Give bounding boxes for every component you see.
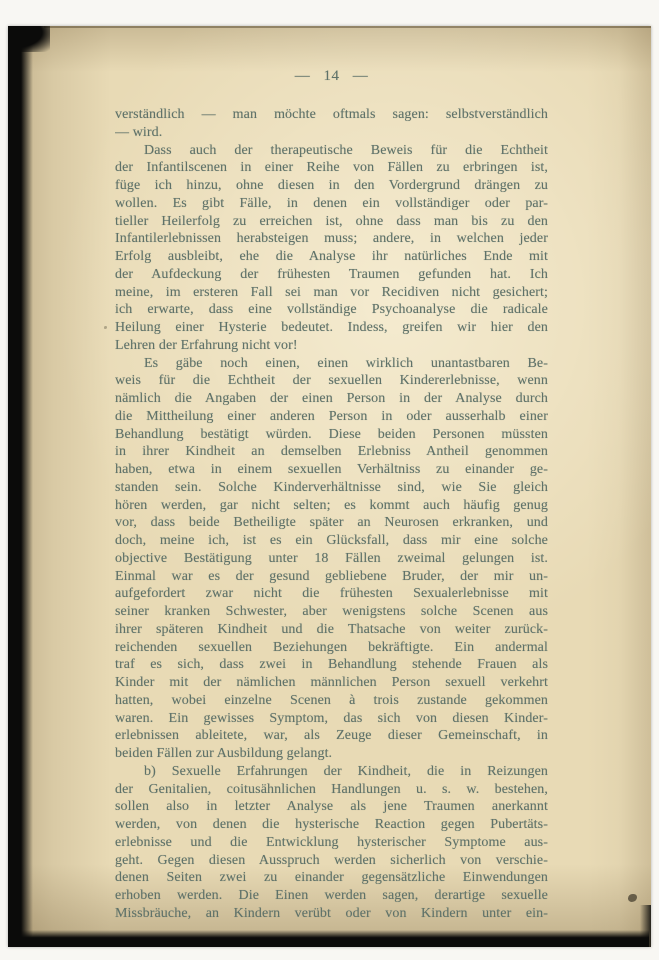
text-line: verständlich — man möchte oftmals sagen: selbstverständlich	[115, 107, 548, 122]
text-line: seiner kranken Schwester, aber wenigstens solche Scenen aus	[115, 604, 548, 619]
text-line: wollen. Es gibt Fälle, in denen ein vollständiger oder par-	[115, 195, 548, 211]
text-line: füge ich hinzu, ohne diesen in den Vordergrund drängen zu	[115, 178, 548, 193]
text-line: erlebnisse und die Entwicklung hysterischer Symptome aus-	[115, 834, 548, 850]
paragraph	[115, 355, 548, 763]
text-line: in ihrer Kindheit an demselben Erlebniss Antheil genommen	[115, 444, 548, 460]
paragraph	[115, 142, 548, 355]
scan-corner-top-left	[8, 26, 50, 52]
scan-edge-bottom	[8, 930, 649, 947]
book-page	[8, 26, 651, 947]
paragraph	[115, 106, 548, 142]
text-line: Lehren der Erfahrung nicht vor!	[115, 337, 298, 353]
text-line: erlebnissen ableitete, war, als Zeuge dieser Gemeinschaft, in	[115, 728, 548, 744]
text-line: der Genitalien, coitusähnlichen Handlungen u. s. w. bestehen,	[115, 781, 548, 797]
scan-corner-bottom-right	[638, 905, 651, 947]
text-line: Behandlung bestätigt würden. Diese beiden Personen müssten	[115, 426, 548, 442]
text-line: der Aufdeckung der frühesten Traumen gefunden hat. Ich	[115, 266, 548, 282]
text-line: denen Seiten zwei zu einander gegensätzliche Einwendungen	[115, 870, 548, 886]
text-line: objective Bestätigung unter 18 Fällen zweimal gelungen ist.	[115, 550, 548, 566]
text-line: tieller Heilerfolg zu erreichen ist, ohne dass man bis zu den	[115, 213, 548, 229]
text-line: traf es sich, dass zwei in Behandlung stehende Frauen als	[115, 657, 548, 673]
text-line: aufgefordert zwar nicht die frühesten Sexualerlebnisse mit	[115, 586, 548, 602]
text-line: ich erwarte, dass eine vollständige Psychoanalyse die radicale	[115, 302, 548, 318]
paper-speck	[628, 894, 637, 902]
text-line: nämlich die Angaben der einen Person in der Analyse durch	[115, 391, 548, 406]
text-line: Infantilerlebnissen herabsteigen muss; andere, in welchen jeder	[115, 231, 548, 247]
text-line: erhoben werden. Die Einen werden sagen, derartige sexuelle	[115, 888, 548, 903]
text-line: haben, etwa in einem sexuellen Verhältniss zu einander ge-	[115, 462, 548, 477]
text-block	[115, 106, 548, 923]
text-line: hören werden, gar nicht selten; es kommt auch häufig genug	[115, 497, 548, 513]
text-line: meine, im ersteren Fall sei man vor Recidiven nicht gesichert;	[115, 284, 548, 300]
text-line: werden, von denen die hysterische Reaction gegen Pubertäts-	[115, 817, 548, 832]
text-line: Erfolg ausbleibt, ehe die Analyse ihr natürliches Ende mit	[115, 249, 548, 264]
text-line: b) Sexuelle Erfahrungen der Kindheit, die in Reizungen	[144, 763, 548, 779]
text-line: geht. Gegen diesen Ausspruch werden sicherlich von verschie-	[115, 852, 548, 868]
text-line: Heilung einer Hysterie bedeutet. Indess, greifen wir hier den	[115, 320, 548, 335]
text-line: Einmal war es der gesund gebliebene Bruder, der mir un-	[115, 568, 548, 584]
paper-speck	[104, 326, 107, 329]
text-line: Es gäbe noch einen, einen wirklich unantastbaren Be-	[144, 355, 548, 371]
text-line: weis für die Echtheit der sexuellen Kindererlebnisse, wenn	[115, 373, 548, 389]
scan-edge-left	[8, 26, 33, 939]
text-line: Missbräuche, an Kindern verübt oder von Kindern unter ein-	[115, 905, 548, 921]
text-line: der Infantilscenen in einer Reihe von Fällen zu erbringen ist,	[115, 160, 548, 176]
text-line: waren. Ein gewisses Symptom, das sich von diesen Kinder-	[115, 710, 548, 726]
text-line: Dass auch der therapeutische Beweis für die Echtheit	[144, 142, 548, 158]
text-line: — wird.	[115, 124, 163, 140]
paragraph	[115, 763, 548, 923]
text-line: die Mittheilung einer anderen Person in oder ausserhalb einer	[115, 408, 548, 424]
text-line: beiden Fällen zur Ausbildung gelangt.	[115, 746, 333, 761]
text-line: hatten, wobei einzelne Scenen à trois zustande gekommen	[115, 692, 548, 708]
text-line: doch, meine ich, ist es ein Glücksfall, dass mir eine solche	[115, 533, 548, 548]
text-line: ihrer späteren Kindheit und die Thatsache von weiter zurück-	[115, 621, 548, 637]
text-line: sollen also in letzter Analyse als jene Traumen anerkannt	[115, 799, 548, 815]
page-number: — 14 —	[294, 68, 369, 84]
scan-edge-top	[44, 26, 651, 28]
text-line: reichenden sexuellen Beziehungen bekräftigte. Ein andermal	[115, 639, 548, 655]
text-line: Kinder mit der nämlichen männlichen Person sexuell verkehrt	[115, 675, 548, 690]
text-line: standen sein. Solche Kinderverhältnisse sind, wie Sie gleich	[115, 479, 548, 495]
text-line: vor, dass beide Betheiligte später an Neurosen erkranken, und	[115, 515, 548, 531]
